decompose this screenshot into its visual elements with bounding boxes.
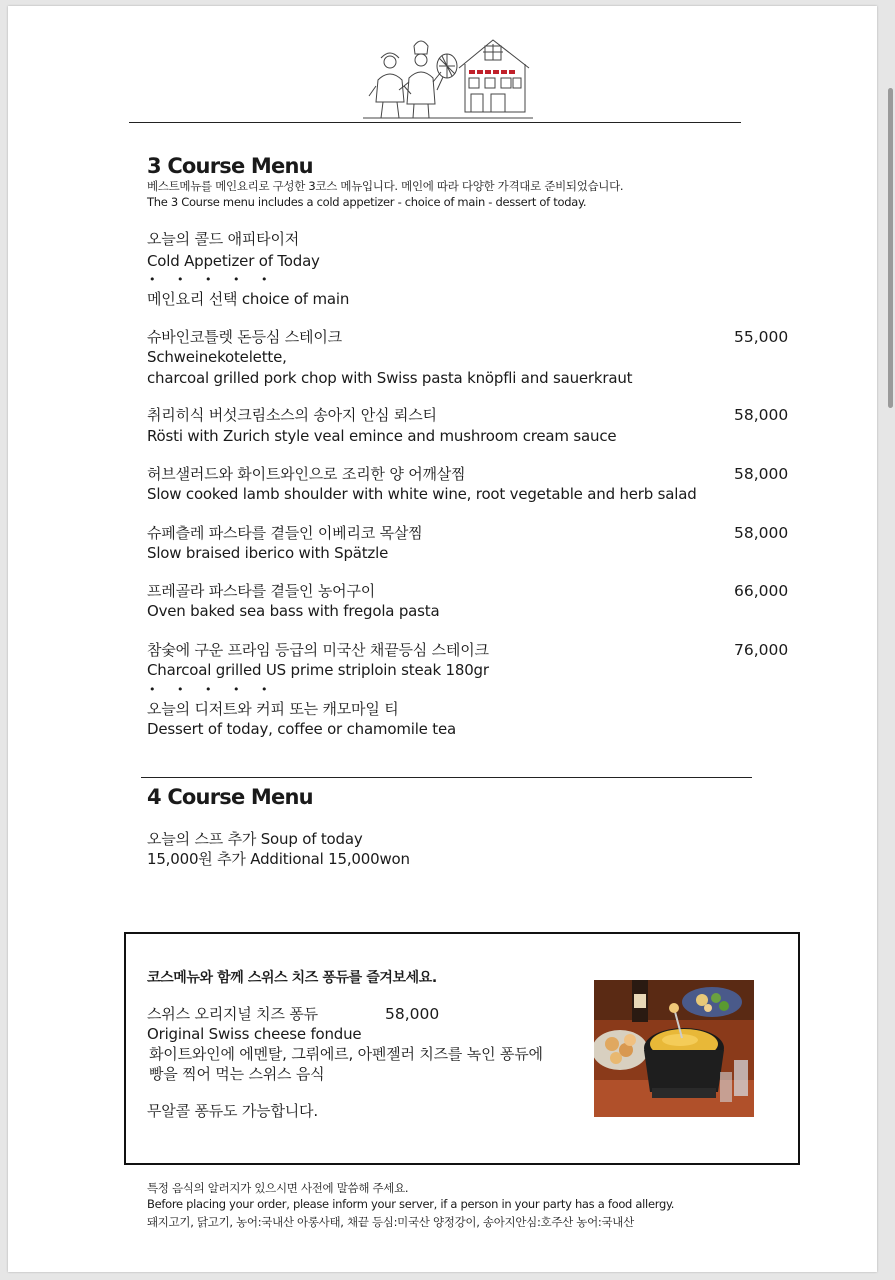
main-item-4-price: 58,000 [734, 524, 789, 542]
main-item-5-ko: 프레골라 파스타를 곁들인 농어구이 [147, 582, 376, 600]
main-item-2-price: 58,000 [734, 406, 789, 424]
fondue-price: 58,000 [385, 1005, 440, 1023]
fondue-name-ko: 스위스 오리지널 치즈 퐁듀 [147, 1005, 318, 1023]
allergy-notice-en: Before placing your order, please inform your server, if a person in your party has a food allergy. [147, 1197, 675, 1211]
main-item-6-ko: 참숯에 구운 프라임 등급의 미국산 채끝등심 스테이크 [147, 641, 489, 659]
main-item-2-ko: 취리히식 버섯크림소스의 송아지 안심 뢰스티 [147, 406, 437, 424]
three-course-desc-en: The 3 Course menu includes a cold appetizer - choice of main - dessert of today. [147, 195, 587, 209]
top-divider [129, 122, 741, 123]
main-item-1-ko: 슈바인코틀렛 돈등심 스테이크 [147, 328, 342, 346]
separator-dots-2: • • • • • [149, 683, 277, 696]
origin-notice: 돼지고기, 닭고기, 농어:국내산 아롱사태, 채끝 등심:미국산 양정강이, 송아지안심:호주산 농어:국내산 [147, 1215, 634, 1229]
separator-dots: • • • • • [149, 273, 277, 286]
three-course-title: 3 Course Menu [147, 154, 313, 178]
fondue-desc-1: 화이트와인에 에멘탈, 그뤼에르, 아펜젤러 치즈를 녹인 퐁듀에 [149, 1045, 543, 1063]
main-item-4-ko: 슈페츨레 파스타를 곁들인 이베리코 목살찜 [147, 524, 423, 542]
main-item-1-en: Schweinekotelette, [147, 348, 287, 366]
main-choice-label: 메인요리 선택 choice of main [147, 290, 350, 308]
four-course-title: 4 Course Menu [147, 785, 313, 809]
fondue-heading: 코스메뉴와 함께 스위스 치즈 퐁듀를 즐겨보세요. [147, 970, 437, 986]
four-course-soup: 오늘의 스프 추가 Soup of today [147, 830, 363, 848]
dessert-en: Dessert of today, coffee or chamomile tea [147, 720, 456, 738]
appetizer-ko: 오늘의 콜드 애피타이저 [147, 230, 300, 248]
main-item-5-en: Oven baked sea bass with fregola pasta [147, 602, 440, 620]
main-item-3-ko: 허브샐러드와 화이트와인으로 조리한 양 어깨살찜 [147, 465, 466, 483]
main-item-1-price: 55,000 [734, 328, 789, 346]
main-item-6-price: 76,000 [734, 641, 789, 659]
menu-page [8, 6, 877, 1272]
main-item-5-price: 66,000 [734, 582, 789, 600]
dessert-ko: 오늘의 디저트와 커피 또는 캐모마일 티 [147, 700, 399, 718]
main-item-2-en: Rösti with Zurich style veal emince and mushroom cream sauce [147, 427, 617, 445]
fondue-nonalcoholic-note: 무알콜 퐁듀도 가능합니다. [147, 1102, 318, 1120]
fondue-desc-2: 빵을 찍어 먹는 스위스 음식 [149, 1065, 325, 1083]
section-divider [141, 777, 752, 778]
fondue-name-en: Original Swiss cheese fondue [147, 1025, 362, 1043]
main-item-6-en: Charcoal grilled US prime striploin steak 180gr [147, 661, 489, 679]
main-item-4-en: Slow braised iberico with Spätzle [147, 544, 389, 562]
main-item-3-price: 58,000 [734, 465, 789, 483]
cheese-fondue-photo-icon [594, 980, 754, 1117]
scrollbar[interactable] [888, 88, 893, 408]
main-item-3-en: Slow cooked lamb shoulder with white wine, root vegetable and herb salad [147, 485, 697, 503]
four-course-price: 15,000원 추가 Additional 15,000won [147, 850, 410, 868]
appetizer-en: Cold Appetizer of Today [147, 252, 320, 270]
three-course-desc-ko: 베스트메뉴를 메인요리로 구성한 3코스 메뉴입니다. 메인에 따라 다양한 가격대로 준비되었습니다. [147, 179, 624, 193]
main-item-1-en-detail: charcoal grilled pork chop with Swiss pasta knöpfli and sauerkraut [147, 369, 633, 387]
restaurant-logo-icon [363, 32, 533, 120]
allergy-notice-ko: 특정 음식의 알러지가 있으시면 사전에 말씀해 주세요. [147, 1181, 409, 1195]
